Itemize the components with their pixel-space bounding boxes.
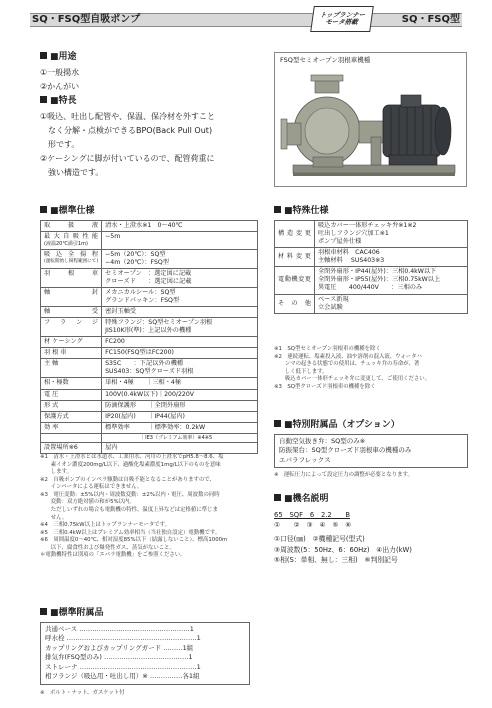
table-row [275, 294, 468, 313]
accessory-item: 相フランジ（吸込用・吐出し用）※ ……………各1組 [45, 672, 200, 681]
std-spec-notes [40, 454, 227, 560]
feature-line: ②ケーシングに脚が付いているので、配管荷重に [40, 154, 215, 163]
note-line: 変動：双方絶対値の和が5%以内。 [40, 499, 135, 506]
special-value-cell [315, 267, 468, 294]
spec-value: IP20(屋内) ｜IP44(屋内) [102, 411, 258, 422]
spec-value: FC150(FSQ型はFC200) [102, 348, 258, 359]
std-spec-heading: ■標準仕様 [40, 206, 95, 217]
usage-item: ①一般揚水 [40, 68, 80, 77]
note-line: インバータによる運転はできません。 [40, 484, 143, 491]
note-line: ※2 連続運転、塩素投入液、油や溶剤の混入液、ウォータハ [274, 353, 422, 360]
note-line: ※4 三相0.75kW以上はトップランナーモータです。 [40, 522, 171, 529]
spec-value: JIS10K形(準)：上記以外の機種 [105, 327, 192, 335]
table-row [41, 359, 258, 378]
model-code-heading: ■機名説明 [274, 494, 329, 505]
spec-label: 吸込全揚程 [44, 250, 99, 258]
option-item: 防振架台：SQ型クローズド羽根車の機種のみ [279, 446, 412, 455]
special-value: 立会試験 [318, 303, 343, 311]
spec-label: 主 軸 [41, 359, 102, 378]
model-title: SQ・FSQ型 [401, 14, 460, 25]
spec-value: セミオープン ：選定図に記載 [105, 269, 192, 277]
table-row [41, 268, 258, 287]
spec-label: 材 ケーシング [41, 337, 102, 348]
spec-value: FC200 [102, 337, 258, 348]
model-code-legend: ⑤相(S：単相、無し：三相) ⑥判別記号 [274, 555, 398, 564]
spec-label: 設置場所※6 [41, 443, 102, 454]
note-line: ※2 自吸ポンプのインペラ駆動は自吸不能となることがありますので、 [40, 476, 215, 483]
spec-label: 保護方式 [41, 411, 102, 422]
note-line: ＊電動機特性は別項の「エバラ電動機」をご参照ください。 [40, 552, 186, 559]
features-text [40, 110, 215, 180]
badge-line-1: トップランナー [319, 11, 366, 19]
model-code-example: 65 SQF 6 2.2 B [274, 511, 351, 519]
spec-label: 最大自吸性能 [44, 233, 99, 241]
top-runner-badge [310, 6, 374, 32]
spec-value: グランドパッキン：FSQ型 [105, 296, 180, 304]
special-value: 羽根車材料 CAC406 [318, 249, 380, 257]
table-row [41, 422, 258, 433]
accessory-item: カップリングおよびカップリングガード ………1組 [45, 643, 194, 652]
special-accessories-heading: ■特別附属品（オプション） [274, 420, 400, 431]
table-row [41, 400, 258, 411]
spec-label: 形 式 [41, 400, 102, 411]
note-line: ※3 SQ型クローズド羽根車の機種を除く [274, 383, 376, 390]
table-row [41, 221, 258, 232]
table-row [41, 389, 258, 400]
note-line: ※3 電圧変動：±5%以内・周波数変動：±2%以内・電圧、周波数の同時 [40, 491, 220, 498]
spec-value: クローズド ：選定図に記載 [105, 277, 192, 285]
spec-label: 電 圧 [41, 389, 102, 400]
special-value-cell [315, 294, 468, 313]
note-line: ※1 清水・上澄水とは水道水、工業用水、河川の上澄水でpH5.8～8.6、塩 [40, 454, 224, 460]
table-row [41, 411, 258, 422]
special-value: 主軸材料 SUS403※3 [318, 257, 385, 265]
table-row [41, 307, 258, 318]
page-header [0, 0, 492, 34]
table-row [41, 249, 258, 268]
spec-sublabel: (運転開始し揚程範囲にて) [44, 258, 99, 264]
accessory-item: 排気弁(FSQ型のみ) …………………………………1 [45, 653, 193, 662]
table-row [41, 433, 258, 443]
note-line: しく低下します。 [274, 368, 328, 375]
spec-value: 密封玉軸受 [102, 307, 258, 318]
spec-value: −5m [102, 232, 258, 250]
special-label: 材料変更 [275, 248, 315, 267]
table-row [41, 337, 258, 348]
spec-value-cell [102, 249, 258, 268]
pump-photo [274, 52, 467, 187]
std-accessories-heading: ■標準附属品 [40, 608, 104, 619]
spec-label-cell [41, 232, 102, 250]
option-item: エバラフレックス [279, 455, 331, 464]
spec-label: 相・極数 [41, 378, 102, 389]
special-value: 全閉外扇形・IP44(屋外)：三相0.4kW以下 [318, 268, 437, 276]
table-row [275, 267, 468, 294]
option-item: 自動空気抜き弁：SQ型のみ※ [279, 437, 366, 445]
note-line: ただしいずれの場合も電動機の特性、温度上昇などは定格値に準じま [40, 506, 218, 513]
note-line: します。 [40, 469, 72, 476]
table-row [275, 221, 468, 248]
note-line: 以下、腐食性および爆発性ガス、蒸気がないこと。 [40, 544, 175, 551]
special-value-cell [315, 221, 468, 248]
table-row [41, 348, 258, 359]
spec-value: 単相・4極 ｜三相・4極 [102, 378, 258, 389]
note-line: ※1 SQ型セミオープン羽根車の機種を除く [274, 346, 381, 352]
spec-value-cell [102, 318, 258, 337]
feature-line: ①吸込、吐出し配管や、保温、保冷材を外すこと [40, 112, 216, 121]
spec-value: S35C ：下記以外の機種 [105, 360, 184, 368]
spec-label: 取 扱 液 [41, 221, 102, 232]
std-accessories-box [40, 622, 250, 685]
spec-label-cell [41, 249, 102, 268]
features-heading: ■特長 [40, 96, 77, 107]
special-spec-heading: ■特殊仕様 [274, 206, 329, 217]
note-line: せん。 [40, 514, 68, 521]
spec-value: ｜IE3（プレミアム効率）※4※5 [102, 433, 258, 443]
pump-illustration [275, 67, 466, 187]
model-code-block [274, 510, 412, 565]
table-row [41, 232, 258, 250]
accessory-item: ストレーナ ………………………………………………1 [45, 662, 201, 671]
spec-value: メカニカルシール：SQ型 [105, 288, 176, 296]
feature-line: 強い構造です。 [40, 168, 104, 177]
table-row [41, 287, 258, 306]
special-accessories-box [274, 434, 468, 468]
feature-line: なく分解・点検ができるBPO(Back Pull Out) [40, 126, 213, 135]
spec-label [41, 433, 102, 443]
special-spec-notes [274, 346, 430, 391]
special-value: 全閉外扇形・IP55(屋外)：三相0.75kW以上 [318, 276, 441, 284]
special-spec-table [274, 220, 468, 314]
table-row [275, 248, 468, 267]
special-value: 吐出しフランジ穴加工※1 [318, 230, 389, 238]
spec-value-cell [102, 287, 258, 306]
model-code-legend: ①口径(㎜) ②機種記号(型式) [274, 535, 365, 544]
special-value-cell [315, 248, 468, 267]
feature-line: 形です。 [40, 140, 80, 149]
page-title: SQ・FSQ型自吸ポンプ [32, 14, 141, 25]
spec-value: 屋内 [102, 443, 258, 454]
special-label: 構造変更 [275, 221, 315, 248]
photo-caption: FSQ型セミオープン羽根車機種 [280, 56, 371, 64]
spec-sublabel: (液温20℃満引1m) [44, 241, 88, 248]
note-line: ンマの起きる状態での使用は、チェッキ弁の寿命が、著 [274, 361, 420, 368]
special-accessories-note: ※ 運転圧力によって設定圧力の調整が必要となります。 [274, 472, 413, 478]
usage-list [40, 66, 79, 94]
accessory-item: 共通ベース ……………………………………………1 [45, 625, 194, 633]
spec-value-cell [102, 268, 258, 287]
badge-line-2: モータ搭載 [324, 18, 359, 26]
special-value: 吸込カバー一体形チェッキ弁※1※2 [318, 222, 417, 229]
model-code-indices: ① ② ③ ④ ⑤ ⑥ [274, 521, 352, 530]
table-row [41, 443, 258, 454]
spec-label: 軸 受 [41, 307, 102, 318]
note-line: 素イオン濃度200mg/L以下、過酸化塩素濃度1mg/L以下のものを意味 [40, 461, 221, 468]
usage-heading: ■用途 [40, 52, 77, 63]
note-line: ※6 周囲温度0～40℃、相対湿度85%以下（結露しないこと）、標高1000m [40, 537, 228, 544]
accessory-note: ※ ボルト・ナット、ガスケット付 [40, 690, 125, 696]
table-row [41, 318, 258, 337]
special-value: ベース新規 [318, 295, 349, 303]
spec-value: 清水・上澄水※1 0～40℃ [102, 221, 258, 232]
special-value: 異電圧 400/440V ：三相のみ [318, 284, 423, 292]
note-line: ※5 三相0.4kW以上はプレミアム効率相当（当社独自設定）電動機です。 [40, 529, 221, 536]
special-value: ポンプ屋外仕様 [318, 238, 362, 246]
spec-value-cell [102, 359, 258, 378]
std-spec-table [40, 220, 258, 454]
spec-value: SUS403：SQ型クローズド羽根 [105, 368, 194, 376]
spec-label: 軸 封 [41, 287, 102, 306]
table-row [41, 378, 258, 389]
spec-value: −5m（20℃）：SQ型 [105, 250, 166, 258]
spec-label: 羽 根 車 [41, 268, 102, 287]
spec-value: 特殊フランジ：SQ型セミオープン羽根 [105, 319, 213, 327]
usage-item: ②かんがい [40, 82, 80, 91]
spec-value: 防滴保護形 ｜全閉外扇形 [102, 400, 258, 411]
spec-value: −4m（20℃）：FSQ型 [105, 258, 169, 266]
spec-value: 100V(0.4kW以下)｜200/220V [102, 389, 258, 400]
model-code-legend: ③周波数(5：50Hz、6：60Hz) ④出力(kW) [274, 545, 412, 554]
spec-value: 標準効率 ｜標準効率：0.2kW [102, 422, 258, 433]
spec-label: 効 率 [41, 422, 102, 433]
accessory-item: 呼水栓 ……………………………………………………1 [45, 634, 201, 643]
spec-label: 羽 根 車 [41, 348, 102, 359]
special-label: 電動機変更 [275, 267, 315, 294]
spec-label: フランジ [41, 318, 102, 337]
note-line: 吸込カバー一体形チェッキ弁に変更して、ご使用ください。 [274, 376, 431, 383]
special-label: そ の 他 [275, 294, 315, 313]
